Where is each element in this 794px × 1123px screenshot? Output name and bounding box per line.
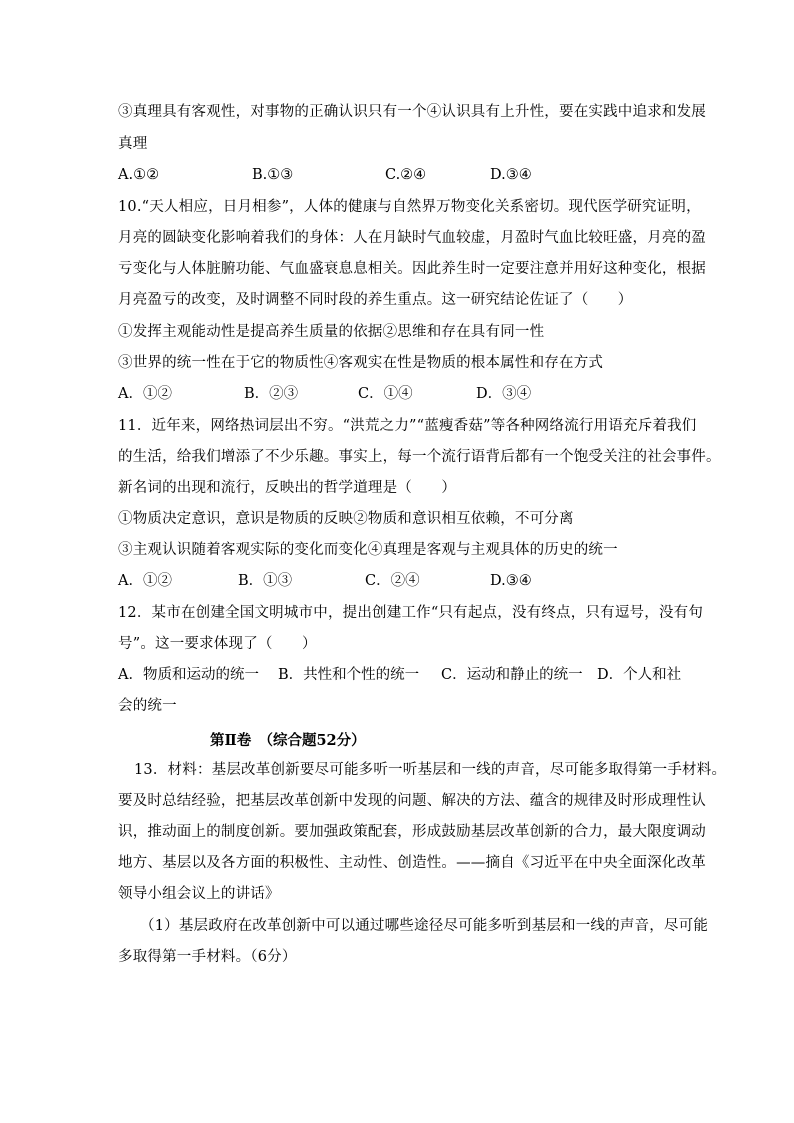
q9-option-b: B.①③ <box>252 167 294 183</box>
q10-line-2: 月亮的圆缺变化影响着我们的身体：人在月缺时气血较虚，月盈时气血比较旺盛，月亮的盈 <box>118 230 706 246</box>
q11-line-3: 新名词的出现和流行，反映出的哲学道理是（ ） <box>118 480 457 496</box>
q10-option-a: A．①② <box>118 386 172 402</box>
q11-option-c: C．②④ <box>365 573 420 589</box>
q9-option-d: D.③④ <box>490 167 532 183</box>
q10-option-d: D．③④ <box>476 386 532 402</box>
q12-option-a: A．物质和运动的统一 <box>118 667 259 683</box>
q13-sub1-line-2: 多取得第一手材料。（6分） <box>118 949 297 965</box>
q10-line-5: ①发挥主观能动性是提高养生质量的依据②思维和存在具有同一性 <box>118 324 545 340</box>
q11-line-1: 11．近年来，网络热词层出不穷。“洪荒之力”“蓝瘦香菇”等各种网络流行用语充斥着我们 <box>118 418 697 434</box>
q13-line-5: 领导小组会议上的讲话》 <box>118 886 280 902</box>
q13-line-3: 识，推动面上的制度创新。要加强政策配套，形成鼓励基层改革创新的合力，最大限度调动 <box>118 824 706 840</box>
section-2-title: 第Ⅱ卷 （综合题52分） <box>210 732 366 749</box>
q12-option-c: C．运动和静止的统一 <box>441 667 583 683</box>
q11-option-b: B．①③ <box>238 573 293 589</box>
q11-option-a: A．①② <box>118 573 172 589</box>
q10-line-3: 亏变化与人体脏腑功能、气血盛衰息息相关。因此养生时一定要注意并用好这种变化，根据 <box>118 261 706 277</box>
q10-line-6: ③世界的统一性在于它的物质性④客观实在性是物质的根本属性和存在方式 <box>118 355 604 371</box>
q9-line-2: 真理 <box>118 136 148 152</box>
q9-line-1: ③真理具有客观性，对事物的正确认识只有一个④认识具有上升性，要在实践中追求和发展 <box>118 104 706 120</box>
q12-line-1: 12．某市在创建全国文明城市中，提出创建工作“只有起点，没有终点，只有逗号，没有句 <box>118 605 704 621</box>
q12-option-d: D．个人和社 <box>597 667 682 683</box>
q13-line-2: 要及时总结经验，把基层改革创新中发现的问题、解决的方法、蕴含的规律及时形成理性认 <box>118 793 706 809</box>
q10-option-c: C．①④ <box>358 386 413 402</box>
q10-line-1: 10.“天人相应，日月相参”，人体的健康与自然界万物变化关系密切。现代医学研究证明， <box>118 199 701 215</box>
q11-option-d: D.③④ <box>490 573 532 589</box>
q9-option-c: C.②④ <box>385 167 427 183</box>
q13-sub1-line-1: （1）基层政府在改革创新中可以通过哪些途径尽可能多听到基层和一线的声音，尽可能 <box>140 918 709 934</box>
q13-line-1: 13．材料：基层改革创新要尽可能多听一听基层和一线的声音，尽可能多取得第一手材料。 <box>134 762 727 778</box>
q11-line-2: 的生活，给我们增添了不少乐趣。事实上，每一个流行语背后都有一个饱受关注的社会事件。 <box>118 449 721 465</box>
q12-line-2: 号”。这一要求体现了（ ） <box>118 636 317 652</box>
q11-line-4: ①物质决定意识，意识是物质的反映②物质和意识相互依赖，不可分离 <box>118 511 574 527</box>
q10-line-4: 月亮盈亏的改变，及时调整不同时段的养生重点。这一研究结论佐证了（ ） <box>118 292 633 308</box>
q9-option-a: A.①② <box>118 167 160 183</box>
q11-line-5: ③主观认识随着客观实际的变化而变化④真理是客观与主观具体的历史的统一 <box>118 542 618 558</box>
q12-option-b: B．共性和个性的统一 <box>278 667 420 683</box>
q10-option-b: B．②③ <box>244 386 299 402</box>
q13-line-4: 地方、基层以及各方面的积极性、主动性、创造性。——摘自《习近平在中央全面深化改革 <box>118 855 706 871</box>
q12-tail: 会的统一 <box>118 698 177 714</box>
